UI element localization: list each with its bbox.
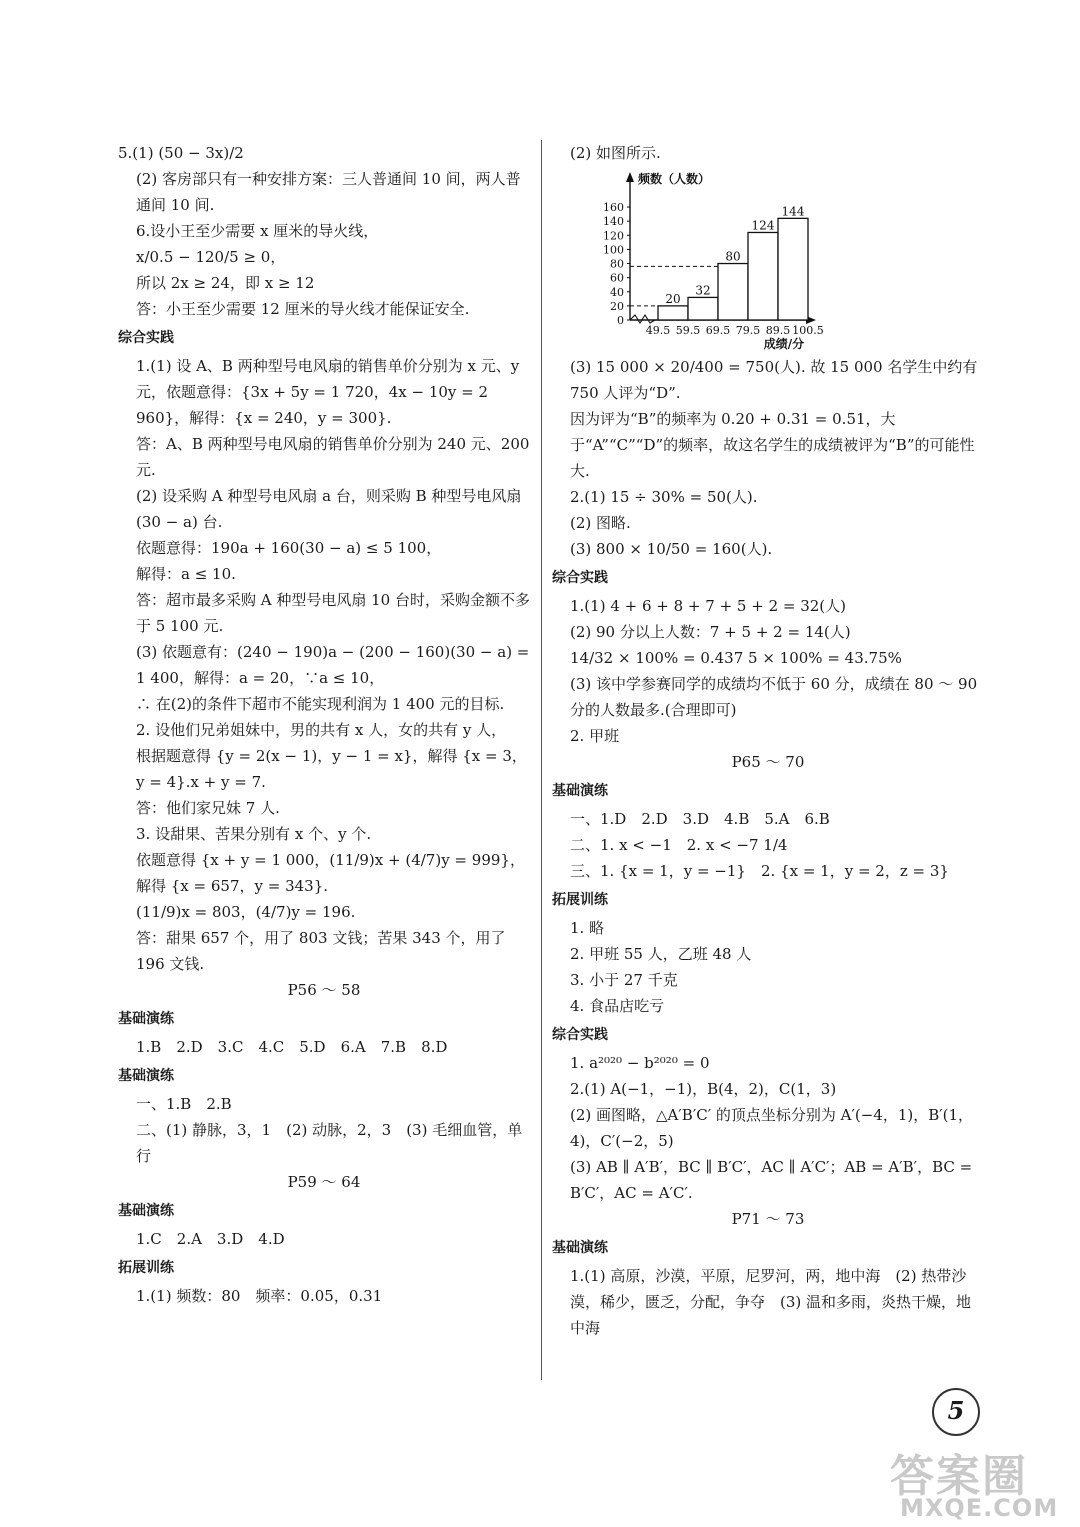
answer-line: 2. 设他们兄弟姐妹中，男的共有 x 人，女的共有 y 人， xyxy=(136,721,507,739)
bar-value-label: 20 xyxy=(665,291,681,306)
answer-line: (3) 15 000 × 20/400 = 750(人). 故 15 000 名学生中约有 750 人评为“D”. xyxy=(570,358,983,402)
histogram-bar xyxy=(688,297,718,320)
answer-line: 1.(1) 频数：80 频率：0.05，0.31 xyxy=(136,1287,383,1305)
x-tick-label: 100.5 xyxy=(792,324,824,337)
answer-line: 1. a²⁰²⁰ − b²⁰²⁰ = 0 xyxy=(570,1054,710,1072)
histogram-chart xyxy=(588,170,824,351)
y-tick-label: 160 xyxy=(603,201,624,215)
answer-line: 6.设小王至少需要 x 厘米的导火线， xyxy=(136,222,379,240)
answer-line: 解得：a ≤ 10. xyxy=(136,565,236,583)
section-heading: 拓展训练 xyxy=(118,1260,174,1276)
answer-line: (2) 设采购 A 种型号电风扇 a 台，则采购 B 种型号电风扇 (30 − a) 台. xyxy=(136,487,527,531)
histogram-bar xyxy=(658,306,688,320)
answer-line: 答：A、B 两种型号电风扇的销售单价分别为 240 元、200 元. xyxy=(136,435,535,479)
page-number: 5 xyxy=(932,1388,980,1436)
x-tick-label: 59.5 xyxy=(675,324,701,337)
bar-value-label: 144 xyxy=(781,204,805,219)
answer-line: (3) 800 × 10/50 = 160(人). xyxy=(570,540,773,558)
x-tick-label: 49.5 xyxy=(645,324,671,337)
answer-line: (2) 90 分以上人数：7 + 5 + 2 = 14(人) xyxy=(570,623,851,641)
answer-line: 2. 甲班 55 人，乙班 48 人 xyxy=(570,945,752,963)
left-column xyxy=(118,140,535,1309)
watermark-url: MXQE.COM xyxy=(900,1494,1059,1522)
histogram-bar xyxy=(718,264,748,320)
answer-line: 1.B 2.D 3.C 4.C 5.D 6.A 7.B 8.D xyxy=(136,1038,448,1056)
answer-line: 1.C 2.A 3.D 4.D xyxy=(136,1230,285,1248)
y-tick-label: 140 xyxy=(603,215,624,229)
answer-line: 2. 甲班 xyxy=(570,727,620,745)
y-axis-arrow xyxy=(626,172,634,182)
page-range-heading: P59 ～ 64 xyxy=(287,1173,361,1191)
y-tick-label: 80 xyxy=(610,257,624,271)
answer-line: 1.(1) 设 A、B 两种型号电风扇的销售单价分别为 x 元、y 元，依题意得：{3x + 5y = 1 720，4x − 10y = 2 960}，解得：{x = 240，y = 300}. xyxy=(136,357,524,427)
y-tick-label: 20 xyxy=(610,299,624,313)
answer-line: (2) 如图所示. xyxy=(570,144,661,162)
page-range-heading: P71 ～ 73 xyxy=(731,1210,805,1228)
y-tick-label: 60 xyxy=(610,271,624,285)
section-heading: 基础演练 xyxy=(118,1068,174,1084)
answer-line: 3. 设甜果、苦果分别有 x 个、y 个. xyxy=(136,825,372,843)
right-column-top xyxy=(552,140,984,166)
answer-line: 4. 食品店吃亏 xyxy=(570,997,665,1015)
y-tick-label: 40 xyxy=(610,285,624,299)
answer-line: 依题意得 {x + y = 1 000，(11/9)x + (4/7)y = 999}，解得 {x = 657，y = 343}. xyxy=(136,851,525,895)
y-tick-label: 0 xyxy=(617,314,624,327)
answer-line: 2.(1) 15 ÷ 30% = 50(人). xyxy=(570,488,758,506)
y-tick-label: 100 xyxy=(603,243,624,257)
histogram-bar xyxy=(748,232,778,320)
answer-line: 14/32 × 100% = 0.437 5 × 100% = 43.75% xyxy=(570,649,902,667)
answer-line: 答：小王至少需要 12 厘米的导火线才能保证安全. xyxy=(136,300,470,318)
answer-line: 1.(1) 4 + 6 + 8 + 7 + 5 + 2 = 32(人) xyxy=(570,597,847,615)
answer-line: (3) AB ∥ A′B′，BC ∥ B′C′，AC ∥ A′C′；AB = A′B′，BC = B′C′，AC = A′C′. xyxy=(570,1158,977,1202)
watermark-logo: 答案圈 xyxy=(890,1451,1028,1502)
answer-line: 答：他们家兄妹 7 人. xyxy=(136,799,280,817)
page-range-heading: P65 ～ 70 xyxy=(731,753,805,771)
answer-line: (2) 客房部只有一种安排方案：三人普通间 10 间，两人普通间 10 间. xyxy=(136,170,521,214)
section-heading: 综合实践 xyxy=(552,1027,608,1043)
x-tick-label: 79.5 xyxy=(735,324,761,337)
answer-line: 因为评为“B”的频率为 0.20 + 0.31 = 0.51，大于“A”“C”“D”的频率，故这名学生的成绩被评为“B”的可能性大. xyxy=(570,410,975,480)
answer-line: 答：超市最多采购 A 种型号电风扇 10 台时，采购金额不多于 5 100 元. xyxy=(136,591,530,635)
x-axis-break xyxy=(630,315,655,323)
section-heading: 拓展训练 xyxy=(552,892,608,908)
section-heading: 综合实践 xyxy=(552,570,608,586)
answer-line: 5.(1) (50 − 3x)/2 xyxy=(118,144,244,162)
answer-line: 3. 小于 27 千克 xyxy=(570,971,678,989)
answer-line: 一、1.B 2.B xyxy=(136,1095,232,1113)
answer-line: (2) 图略. xyxy=(570,514,631,532)
answer-line: (2) 画图略，△A′B′C′ 的顶点坐标分别为 A′(−4，1)，B′(1，4)，C′(−2，5) xyxy=(570,1106,974,1150)
section-heading: 综合实践 xyxy=(118,330,174,346)
bar-value-label: 32 xyxy=(695,283,711,298)
answer-line: ∴ 在(2)的条件下超市不能实现利润为 1 400 元的目标. xyxy=(136,695,505,713)
answer-line: 二、(1) 静脉，3，1 (2) 动脉，2，3 (3) 毛细血管，单行 xyxy=(136,1121,523,1165)
answer-line: 2.(1) A(−1，−1)，B(4，2)，C(1，3) xyxy=(570,1080,837,1098)
answer-line: 1.(1) 高原，沙漠，平原，尼罗河，两，地中海 (2) 热带沙漠，稀少，匮乏，分配，争夺 (3) 温和多雨，炎热干燥，地中海 xyxy=(570,1267,972,1337)
section-heading: 基础演练 xyxy=(118,1203,174,1219)
right-column xyxy=(552,140,984,1341)
answer-line: 一、1.D 2.D 3.D 4.B 5.A 6.B xyxy=(570,810,830,828)
bar-value-label: 80 xyxy=(725,249,741,264)
answer-line: (3) 依题意有：(240 − 190)a − (200 − 160)(30 − a) = 1 400，解得：a = 20，∵a ≤ 10， xyxy=(136,643,535,687)
x-tick-label: 69.5 xyxy=(705,324,731,337)
answer-line: 二、1. x < −1 2. x < −7 1/4 xyxy=(570,836,788,854)
histogram-bar xyxy=(778,218,808,320)
answer-line: x/0.5 − 120/5 ≥ 0， xyxy=(136,248,286,266)
answer-line: 所以 2x ≥ 24，即 x ≥ 12 xyxy=(136,274,315,292)
y-tick-label: 120 xyxy=(603,229,624,243)
page-range-heading: P56 ～ 58 xyxy=(287,981,361,999)
answer-line: 依题意得：190a + 160(30 − a) ≤ 5 100， xyxy=(136,539,442,557)
answer-line: (3) 该中学参赛同学的成绩均不低于 60 分，成绩在 80 ～ 90 分的人数最多.(合理即可) xyxy=(570,675,982,719)
y-axis-title: 频数（人数） xyxy=(638,172,711,186)
section-heading: 基础演练 xyxy=(552,783,608,799)
section-heading: 基础演练 xyxy=(552,1240,608,1256)
answer-line: 答：甜果 657 个，用了 803 文钱；苦果 343 个，用了 196 文钱. xyxy=(136,929,511,973)
answer-line: 三、1. {x = 1，y = −1} 2. {x = 1，y = 2，z = 3} xyxy=(570,862,949,880)
x-axis-title: 成绩/分 xyxy=(763,337,805,351)
answer-line: 根据题意得 {y = 2(x − 1)，y − 1 = x}，解得 {x = 3，y = 4}.x + y = 7. xyxy=(136,747,527,791)
right-column-rest xyxy=(552,354,984,1341)
answer-line: (11/9)x = 803，(4/7)y = 196. xyxy=(136,903,356,921)
section-heading: 基础演练 xyxy=(118,1011,174,1027)
bar-value-label: 124 xyxy=(751,218,775,233)
x-tick-label: 89.5 xyxy=(765,324,791,337)
answer-line: 1. 略 xyxy=(570,919,605,937)
column-divider xyxy=(541,140,542,1380)
